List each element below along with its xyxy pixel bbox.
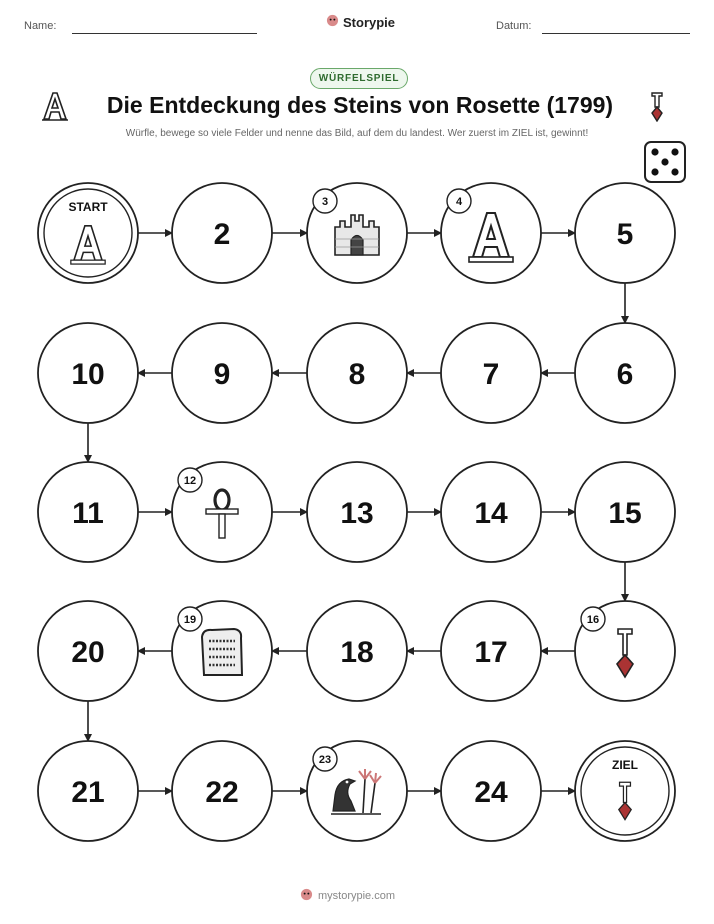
cell-number-badge: [178, 468, 202, 492]
board-cell-12: [172, 462, 272, 562]
board-cell-15: [575, 462, 675, 562]
board-cell-21: [38, 741, 138, 841]
board-cell-17: [441, 601, 541, 701]
cell-number: 4: [455, 196, 463, 208]
instructions: Würfle, bewege so viele Felder und nenne das Bild, auf dem du landest. Wer zuerst im ZIEL ist, gewinnt!: [125, 128, 589, 139]
board-cell-25: [575, 741, 675, 841]
cell-number: 7: [482, 358, 500, 391]
cell-number: 15: [608, 497, 642, 530]
brand-name: Storypie: [343, 14, 396, 30]
start-label: START: [68, 200, 108, 214]
cell-number-badge: [447, 189, 471, 213]
board-cell-22: [172, 741, 272, 841]
board-cell-16: [575, 601, 675, 701]
board-cell-10: [38, 323, 138, 423]
board-cell-9: [172, 323, 272, 423]
board-cell-8: [307, 323, 407, 423]
board-cell-11: [38, 462, 138, 562]
cell-number: 17: [474, 636, 508, 669]
board-cell-14: [441, 462, 541, 562]
footer-url: mystorypie.com: [318, 890, 396, 902]
board-cell-18: [307, 601, 407, 701]
board-cell-5: [575, 183, 675, 283]
cell-number: 2: [213, 218, 231, 251]
board-cell-1: [38, 183, 138, 283]
game-type-badge: WÜRFELSPIEL: [310, 68, 408, 89]
castle-icon: [335, 215, 379, 255]
board-cell-3: [307, 183, 407, 283]
cell-number: 16: [586, 614, 600, 626]
date-label: Datum:: [496, 20, 532, 32]
cell-number: 24: [474, 776, 508, 809]
stone-tablet-icon: [202, 629, 242, 675]
cell-number: 20: [71, 636, 105, 669]
board-cell-2: [172, 183, 272, 283]
cell-number: 18: [340, 636, 374, 669]
mascot-icon: [300, 888, 313, 904]
cell-number: 22: [205, 776, 239, 809]
board-cell-24: [441, 741, 541, 841]
board-cell-4: [441, 183, 541, 283]
cell-number: 13: [340, 497, 374, 530]
page-title: Die Entdeckung des Steins von Rosette (1799): [106, 92, 614, 118]
board-cell-20: [38, 601, 138, 701]
cell-number: 14: [474, 497, 508, 530]
cell-number-badge: [178, 607, 202, 631]
board-cell-19: [172, 601, 272, 701]
cell-number: 3: [321, 196, 329, 208]
cell-number: 19: [183, 614, 197, 626]
name-label: Name:: [24, 20, 57, 32]
board-cells: [38, 183, 675, 841]
footer: [300, 888, 420, 904]
cell-number: 10: [71, 358, 105, 391]
cell-number: 6: [616, 358, 634, 391]
board-cell-23: [307, 741, 407, 841]
dice-five-icon: [645, 142, 685, 182]
cell-number: 8: [348, 358, 366, 391]
finish-label: ZIEL: [612, 758, 638, 772]
board-cell-7: [441, 323, 541, 423]
board-cell-13: [307, 462, 407, 562]
cell-number: 21: [71, 776, 105, 809]
cell-number-badge: [313, 747, 337, 771]
cell-number: 23: [318, 754, 332, 766]
cell-number: 12: [183, 475, 197, 487]
cell-number: 9: [213, 358, 231, 391]
cell-number-badge: [581, 607, 605, 631]
cell-number: 11: [72, 497, 104, 530]
cell-number: 5: [616, 218, 634, 251]
cell-number-badge: [313, 189, 337, 213]
board-cell-6: [575, 323, 675, 423]
